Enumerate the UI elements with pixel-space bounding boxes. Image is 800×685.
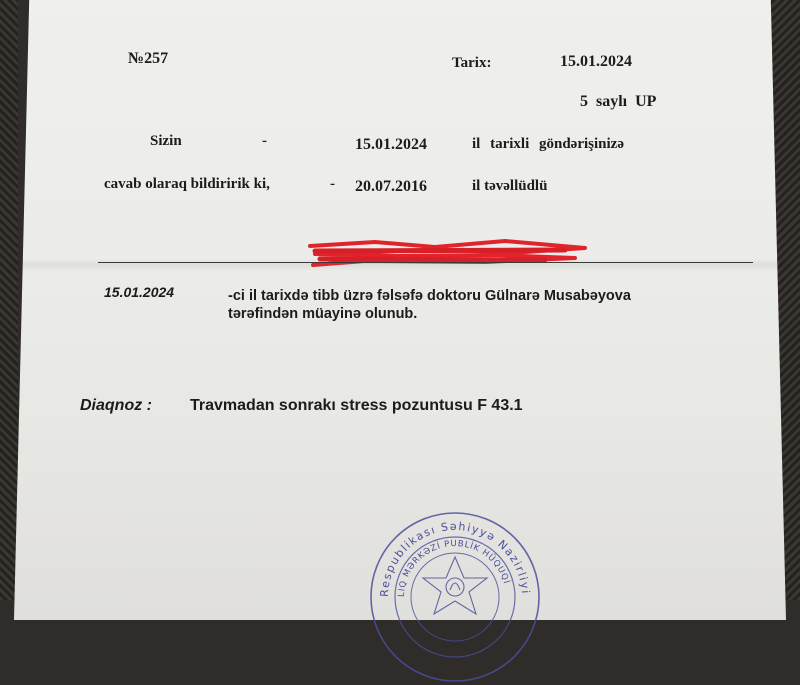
exam-date: 15.01.2024 [104, 284, 175, 300]
document-number: №257 [128, 50, 169, 67]
line1-date: 15.01.2024 [355, 136, 427, 153]
recipient: 5 saylı UP [580, 93, 657, 110]
stamp-inner-text: LIQ MƏRKƏZİ PUBLİK HÜQUQİ [396, 538, 512, 598]
horizontal-rule [98, 262, 753, 263]
line2-lead: cavab olaraq bildiririk ki, [104, 176, 270, 192]
line1-dash: - [262, 133, 267, 149]
exam-line2: tərəfindən müayinə olunub. [228, 306, 418, 322]
emblem-icon [423, 557, 487, 614]
line2-date: 20.07.2016 [355, 178, 427, 195]
diagnosis-value: Travmadan sonrakı stress pozuntusu F 43.1 [190, 397, 523, 414]
table-surface-left [0, 0, 18, 600]
redaction-scribble [305, 238, 590, 268]
line1-tail: il tarixli göndərişinizə [472, 136, 624, 152]
stamp-outer-text: Respublikası Səhiyyə Nazirliyi [377, 519, 532, 598]
svg-text:LIQ MƏRKƏZİ PUBLİK HÜQUQİ [397, 539, 512, 597]
official-stamp [368, 510, 543, 685]
date-value: 15.01.2024 [560, 53, 632, 70]
exam-line1: -ci il tarixdə tibb üzrə fəlsəfə doktoru Gülnarə Musabəyova [228, 288, 631, 304]
line2-dash: - [330, 176, 335, 192]
diagnosis-label: Diaqnoz : [80, 397, 152, 414]
line2-tail: il təvəllüdlü [472, 178, 548, 194]
line1-word: Sizin [150, 133, 182, 149]
date-label: Tarix: [452, 55, 492, 71]
